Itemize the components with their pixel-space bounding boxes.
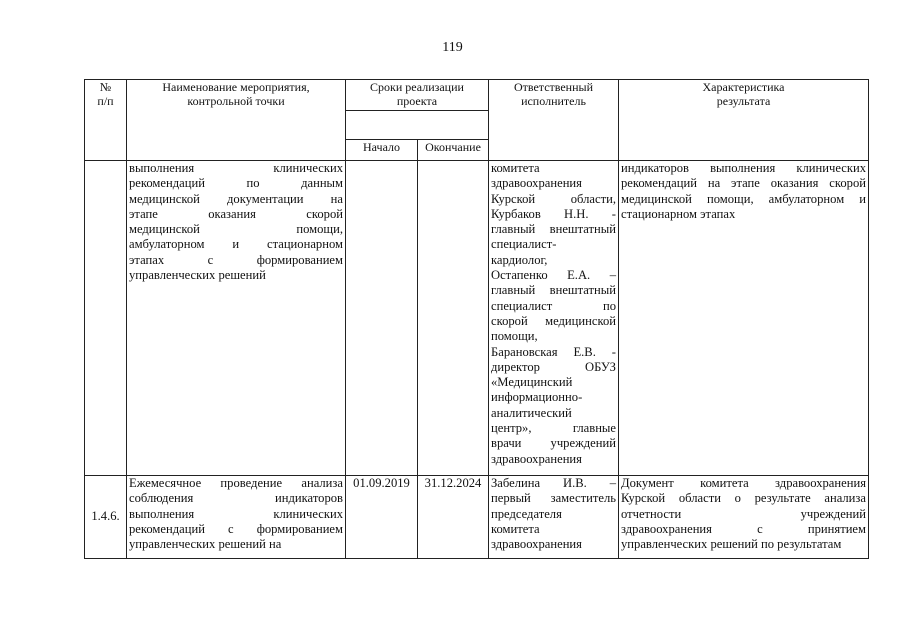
cell-name bbox=[127, 476, 346, 559]
cell-line: Ежемесячное проведение анализа bbox=[129, 476, 343, 490]
cell-line: врачи учреждений bbox=[491, 436, 616, 451]
cell-line: выполнения клинических bbox=[129, 506, 343, 521]
cell-line: специалист- bbox=[491, 237, 557, 252]
header-period: Сроки реализации проекта bbox=[346, 80, 489, 111]
cell-num: 1.4.6. bbox=[85, 476, 127, 559]
cell-name bbox=[127, 161, 346, 476]
cell-line: главный внештатный bbox=[491, 283, 616, 298]
header-num: № п/п bbox=[85, 80, 127, 161]
cell-line: комитета bbox=[491, 161, 540, 175]
cell-line: медицинской помощи, амбулаторном и bbox=[621, 191, 866, 206]
header-end: Окончание bbox=[418, 140, 489, 161]
cell-line: соблюдения индикаторов bbox=[129, 491, 343, 506]
header-period-blank bbox=[346, 111, 489, 140]
cell-start: 01.09.2019 bbox=[346, 476, 418, 559]
cell-line: центр», главные bbox=[491, 421, 616, 436]
cell-line: Документ комитета здравоохранения bbox=[621, 476, 866, 490]
cell-line: медицинской помощи, bbox=[129, 222, 343, 237]
cell-responsible bbox=[489, 161, 619, 476]
cell-line: первый заместитель bbox=[491, 491, 616, 506]
cell-line: медицинской документации на bbox=[129, 191, 343, 206]
cell-line: здравоохранения bbox=[491, 451, 582, 466]
header-name: Наименование мероприятия, контрольной точки bbox=[127, 80, 346, 161]
cell-line: отчетности учреждений bbox=[621, 506, 866, 521]
table-row bbox=[85, 476, 869, 559]
header-responsible: Ответственный исполнитель bbox=[489, 80, 619, 161]
cell-result bbox=[619, 476, 869, 559]
cell-line: здравоохранения bbox=[491, 537, 582, 552]
table-body bbox=[85, 161, 869, 559]
cell-line: здравоохранения bbox=[491, 176, 582, 191]
cell-line: этапах с формированием bbox=[129, 252, 343, 267]
cell-line: рекомендаций по данным bbox=[129, 176, 343, 191]
cell-line: Барановская Е.В. - bbox=[491, 344, 616, 359]
cell-line: амбулаторном и стационарном bbox=[129, 237, 343, 252]
cell-line: выполнения клинических bbox=[129, 161, 343, 175]
cell-line: аналитический bbox=[491, 405, 572, 420]
cell-line: управленческих решений bbox=[129, 268, 266, 283]
cell-line: директор ОБУЗ bbox=[491, 359, 616, 374]
cell-result bbox=[619, 161, 869, 476]
cell-line: информационно- bbox=[491, 390, 583, 405]
cell-line: специалист по bbox=[491, 298, 616, 313]
cell-end bbox=[418, 161, 489, 476]
cell-line: председателя bbox=[491, 506, 562, 521]
cell-line: Забелина И.В. – bbox=[491, 476, 616, 490]
cell-line: Курской области, bbox=[491, 191, 616, 206]
table-row bbox=[85, 161, 869, 476]
cell-line: этапе оказания скорой bbox=[129, 206, 343, 221]
cell-line: индикаторов выполнения клинических bbox=[621, 161, 866, 175]
cell-end: 31.12.2024 bbox=[418, 476, 489, 559]
cell-line: Курбаков Н.Н. - bbox=[491, 206, 616, 221]
cell-line: рекомендаций с формированием bbox=[129, 521, 343, 536]
cell-line: Остапенко Е.А. – bbox=[491, 268, 616, 283]
cell-line: управленческих решений на bbox=[129, 537, 282, 552]
header-start: Начало bbox=[346, 140, 418, 161]
cell-line: управленческих решений по результатам bbox=[621, 537, 842, 552]
cell-num bbox=[85, 161, 127, 476]
page-number: 119 bbox=[442, 40, 463, 55]
cell-line: помощи, bbox=[491, 329, 538, 344]
cell-line: стационарном этапах bbox=[621, 206, 736, 221]
cell-line: комитета bbox=[491, 521, 540, 536]
cell-line: «Медицинский bbox=[491, 375, 573, 390]
cell-line: кардиолог, bbox=[491, 252, 548, 267]
cell-line: здравоохранения с принятием bbox=[621, 521, 866, 536]
project-plan-table bbox=[84, 79, 869, 559]
cell-line: Курской области о результате анализа bbox=[621, 491, 866, 506]
cell-line: главный внештатный bbox=[491, 222, 616, 237]
header-result: Характеристика результата bbox=[619, 80, 869, 161]
cell-responsible bbox=[489, 476, 619, 559]
cell-line: скорой медицинской bbox=[491, 313, 616, 328]
cell-line: рекомендаций на этапе оказания скорой bbox=[621, 176, 866, 191]
cell-start bbox=[346, 161, 418, 476]
